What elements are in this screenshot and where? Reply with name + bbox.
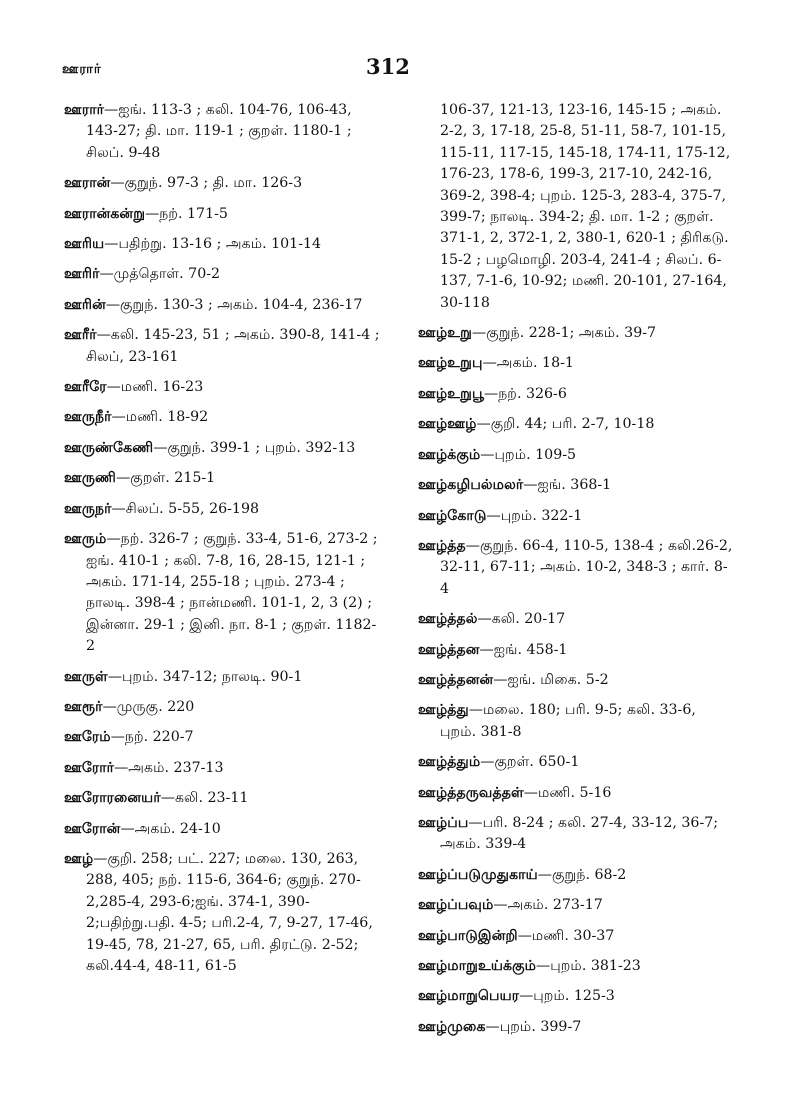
entry-headword: ஊருள் (64, 668, 108, 685)
entry-dash: — (484, 385, 499, 402)
index-entry (64, 438, 382, 459)
entry-headword: ஊருநர் (64, 500, 112, 517)
entry-headword: ஊரேம் (64, 729, 111, 746)
index-entry (418, 100, 736, 314)
entry-dash: — (153, 439, 168, 456)
entry-headword: ஊரோன் (64, 820, 121, 837)
index-entry (64, 173, 382, 194)
entry-dash: — (517, 927, 532, 944)
index-entry (418, 640, 736, 661)
entry-headword: ஊழ்உறுபூ (418, 385, 485, 402)
entry-dash: — (523, 784, 538, 801)
entry-dash: — (477, 611, 492, 628)
entry-references: ஐங். 113-3 ; கலி. 104-76, 106-43, 143-27; தி. மா. 119-1 ; குறள். 1180-1 ; சிலப். 9-48 (86, 102, 352, 161)
entry-references: குறுந். 66-4, 110-5, 138-4 ; கலி.26-2, 32-11, 67-11; அகம். 10-2, 348-3 ; கார். 8-4 (440, 537, 733, 597)
entry-headword: ஊழ்கழிபல்மலர் (418, 477, 524, 494)
entry-headword: ஊழ்த்தன (418, 641, 480, 658)
entry-references: குறுந். 68-2 (551, 866, 627, 883)
entry-headword: ஊழ்த்தும் (418, 754, 481, 771)
index-entry (64, 788, 382, 809)
entry-references: கலி. 20-17 (491, 611, 566, 628)
entry-references: நற். 220-7 (124, 729, 194, 746)
entry-references: கலி. 23-11 (174, 790, 249, 807)
entry-headword: ஊழ்த்தனன் (418, 671, 494, 688)
entry-dash: — (479, 641, 494, 658)
index-entry (64, 849, 382, 977)
entry-dash: — (482, 355, 497, 372)
index-entry (64, 295, 382, 316)
entry-headword: ஊரிர் (64, 266, 100, 283)
entry-dash: — (104, 236, 119, 253)
entry-references: முருகு. 220 (116, 698, 195, 715)
right-column (418, 100, 736, 1047)
entry-headword: ஊழ்ப்பவும் (418, 897, 494, 914)
entry-dash: — (480, 446, 495, 463)
entry-dash: — (106, 379, 121, 396)
entry-references: ஐங். 368-1 (537, 477, 612, 494)
entry-headword: ஊழ்உறு (418, 325, 473, 342)
entry-references: அகம். 237-13 (128, 759, 224, 776)
entry-headword: ஊழ்ப்படுமுதுகாய் (418, 866, 538, 883)
entry-dash: — (93, 850, 108, 867)
index-entry (64, 529, 382, 657)
index-entry (418, 956, 736, 977)
index-entry (64, 204, 382, 225)
entry-dash: — (472, 325, 487, 342)
index-entry (418, 353, 736, 374)
entry-references: அகம். 273-17 (507, 897, 603, 914)
entry-references: மணி. 30-37 (531, 927, 615, 944)
entry-dash: — (110, 729, 125, 746)
index-entry (64, 325, 382, 368)
entry-dash: — (99, 266, 114, 283)
entry-dash: — (102, 698, 117, 715)
entry-headword: ஊரீரே (64, 379, 107, 396)
index-entry (64, 499, 382, 520)
index-entry (418, 700, 736, 743)
entry-references: நற். 326-7 ; குறுந். 33-4, 51-6, 273-2 ; ஐங். 410-1 ; கலி. 7-8, 16, 28-15, 121-1 ; அகம். 171-14, 255-18 ; புறம். 273-4 ; நாலடி. 398-4 ; நான்மணி. 101-1, 2, 3 (2) ; இன்னா. 29-1 ; இனி. நா. 8-1 ; குறள். 1182-2 (86, 531, 378, 655)
entry-dash: — (465, 537, 480, 554)
index-entry (418, 1017, 736, 1038)
index-entry (418, 445, 736, 466)
entry-references: புறம். 125-3 (533, 988, 615, 1005)
entry-headword: ஊரான் (64, 175, 111, 192)
entry-references: நற். 326-6 (498, 385, 567, 402)
index-entry (418, 895, 736, 916)
entry-dash: — (486, 507, 501, 524)
index-entry (418, 813, 736, 856)
entry-references: குறி. 258; பட். 227; மலை. 130, 263, 288, 405; நற். 115-6, 364-6; குறுந். 270-2,285-4, 293-6;ஐங். 374-1, 390-2;பதிற்று.பதி. 4-5; பரி.2-4, 7, 9-27, 17-46, 19-45, 78, 21-27, 65, பரி. திரட்டு. 2-52; கலி.44-4, 48-11, 61-5 (86, 850, 373, 974)
index-entry (64, 377, 382, 398)
entry-dash: — (116, 470, 131, 487)
entry-dash: — (476, 416, 491, 433)
entry-references: முத்தொள். 70-2 (113, 266, 221, 283)
entry-references: குறுந். 399-1 ; புறம். 392-13 (167, 439, 356, 456)
index-entry (64, 468, 382, 489)
entry-references: புறம். 347-12; நாலடி. 90-1 (122, 668, 303, 685)
entry-dash: — (120, 820, 135, 837)
index-entry (418, 475, 736, 496)
index-entry (418, 506, 736, 527)
entry-references: பதிற்று. 13-16 ; அகம். 101-14 (118, 236, 322, 253)
entry-headword: ஊழ்முகை (418, 1018, 486, 1035)
entry-headword: ஊழ்க்கும் (418, 446, 481, 463)
entry-references: புறம். 381-23 (550, 958, 641, 974)
index-entry (64, 234, 382, 255)
entry-headword: ஊரான்கன்று (64, 205, 146, 222)
entry-dash: — (160, 790, 175, 807)
entry-headword: ஊழ் (64, 850, 94, 867)
entry-references: மணி. 18-92 (125, 409, 209, 426)
entry-references: ஐங். மிகை. 5-2 (507, 671, 609, 688)
index-entry (418, 986, 736, 1007)
entry-dash: — (104, 102, 119, 118)
entry-dash: — (145, 205, 160, 222)
entry-references: சிலப். 5-55, 26-198 (125, 500, 260, 517)
entry-headword: ஊழ்உறுபு (418, 355, 483, 372)
index-entry (418, 783, 736, 804)
entry-references: நற். 171-5 (159, 205, 228, 222)
entry-references: அகம். 18-1 (496, 355, 574, 372)
entry-headword: ஊருண்கேணி (64, 439, 154, 456)
entry-headword: ஊழ்ஊழ் (418, 416, 477, 433)
entry-headword: ஊழ்மாறுபெயர (418, 988, 520, 1005)
entry-headword: ஊழ்மாறுஉய்க்கும் (418, 958, 537, 974)
entry-dash: — (537, 866, 552, 883)
entry-references: குறி. 44; பரி. 2-7, 10-18 (490, 416, 655, 433)
index-entry (64, 100, 382, 164)
index-entry (418, 414, 736, 435)
entry-references: புறம். 322-1 (500, 507, 583, 524)
entry-headword: ஊழ்த்து (418, 702, 469, 719)
entry-dash: — (485, 1018, 500, 1035)
index-entry (64, 264, 382, 285)
entry-headword: ஊரும் (64, 531, 107, 548)
entry-dash: — (468, 814, 483, 831)
index-entry (418, 865, 736, 886)
entry-headword: ஊரிய (64, 236, 105, 253)
index-entry (64, 819, 382, 840)
entry-dash: — (114, 759, 129, 776)
entry-references: பரி. 8-24 ; கலி. 27-4, 33-12, 36-7; அகம். 339-4 (440, 814, 719, 853)
entry-references: 106-37, 121-13, 123-16, 145-15 ; அகம். 2-2, 3, 17-18, 25-8, 51-11, 58-7, 101-15, 115-11, 117-15, 145-18, 174-11, 175-12, 176-23, 178-6, 199-3, 217-10, 242-16, 369-2, 398-4; புறம். 125-3, 283-4, 375-7, 399-7; நாலடி. 394-2; தி. மா. 1-2 ; குறள். 371-1, 2, 372-1, 2, 380-1, 620-1 ; திரிகடு. 15-2 ; பழமொழி. 203-4, 241-4 ; சிலப். 6-137, 7-1-6, 10-92; மணி. 20-101, 27-164, 30-118 (440, 102, 731, 311)
page-number: 312 (366, 54, 410, 79)
entry-headword: ஊரோரனையர் (64, 790, 161, 807)
index-entry (418, 384, 736, 405)
index-entry (64, 697, 382, 718)
entry-dash: — (107, 668, 122, 685)
entry-dash: — (111, 500, 126, 517)
entry-headword: ஊரார் (64, 102, 105, 118)
index-entry (64, 407, 382, 428)
index-entry (418, 926, 736, 947)
entry-references: கலி. 145-23, 51 ; அகம். 390-8, 141-4 ; சிலப், 23-161 (86, 327, 380, 365)
entry-headword: ஊரூர் (64, 698, 103, 715)
index-entry (64, 727, 382, 748)
index-entry (418, 670, 736, 691)
entry-references: மணி. 16-23 (120, 379, 204, 396)
entry-headword: ஊழ்கோடு (418, 507, 487, 524)
entry-headword: ஊழ்த்த (418, 537, 466, 554)
entry-dash: — (111, 409, 126, 426)
entry-dash: — (536, 958, 551, 974)
index-entry (418, 609, 736, 630)
entry-references: அகம். 24-10 (134, 820, 221, 837)
entry-dash: — (480, 754, 495, 771)
index-entry (64, 667, 382, 688)
entry-references: குறள். 650-1 (494, 754, 580, 771)
left-column (64, 100, 382, 986)
entry-references: ஐங். 458-1 (493, 641, 568, 658)
entry-dash: — (106, 531, 121, 548)
entry-references: மலை. 180; பரி. 9-5; கலி. 33-6, புறம். 381-8 (440, 702, 696, 740)
entry-dash: — (468, 702, 484, 719)
index-entry (418, 536, 736, 600)
entry-headword: ஊருநீர் (64, 409, 112, 426)
entry-headword: ஊரின் (64, 296, 106, 313)
entry-dash: — (105, 296, 121, 313)
entry-dash: — (110, 175, 125, 192)
entry-references: புறம். 109-5 (494, 446, 577, 463)
entry-dash: — (523, 477, 538, 494)
entry-headword: ஊரோர் (64, 759, 115, 776)
entry-headword: ஊழ்ப்ப (418, 814, 469, 831)
entry-headword: ஊழ்பாடுஇன்றி (418, 927, 518, 944)
entry-references: மணி. 5-16 (537, 784, 612, 801)
running-head: ஊரார் (62, 62, 102, 77)
entry-dash: — (96, 327, 111, 344)
index-entry (418, 323, 736, 344)
entry-references: குறுந். 97-3 ; தி. மா. 126-3 (124, 175, 303, 192)
entry-references: குறள். 215-1 (130, 470, 216, 487)
index-entry (418, 752, 736, 773)
entry-dash: — (519, 988, 534, 1005)
entry-headword: ஊழ்த்தருவத்தள் (418, 784, 524, 801)
entry-dash: — (493, 671, 508, 688)
entry-headword: ஊழ்த்தல் (418, 611, 478, 628)
entry-references: குறுந். 130-3 ; அகம். 104-4, 236-17 (120, 296, 363, 313)
entry-references: புறம். 399-7 (499, 1018, 582, 1035)
entry-headword: ஊரீர் (64, 327, 97, 344)
entry-dash: — (493, 897, 508, 914)
index-entry (64, 758, 382, 779)
entry-references: குறுந். 228-1; அகம். 39-7 (486, 325, 657, 342)
entry-headword: ஊருணி (64, 470, 117, 487)
